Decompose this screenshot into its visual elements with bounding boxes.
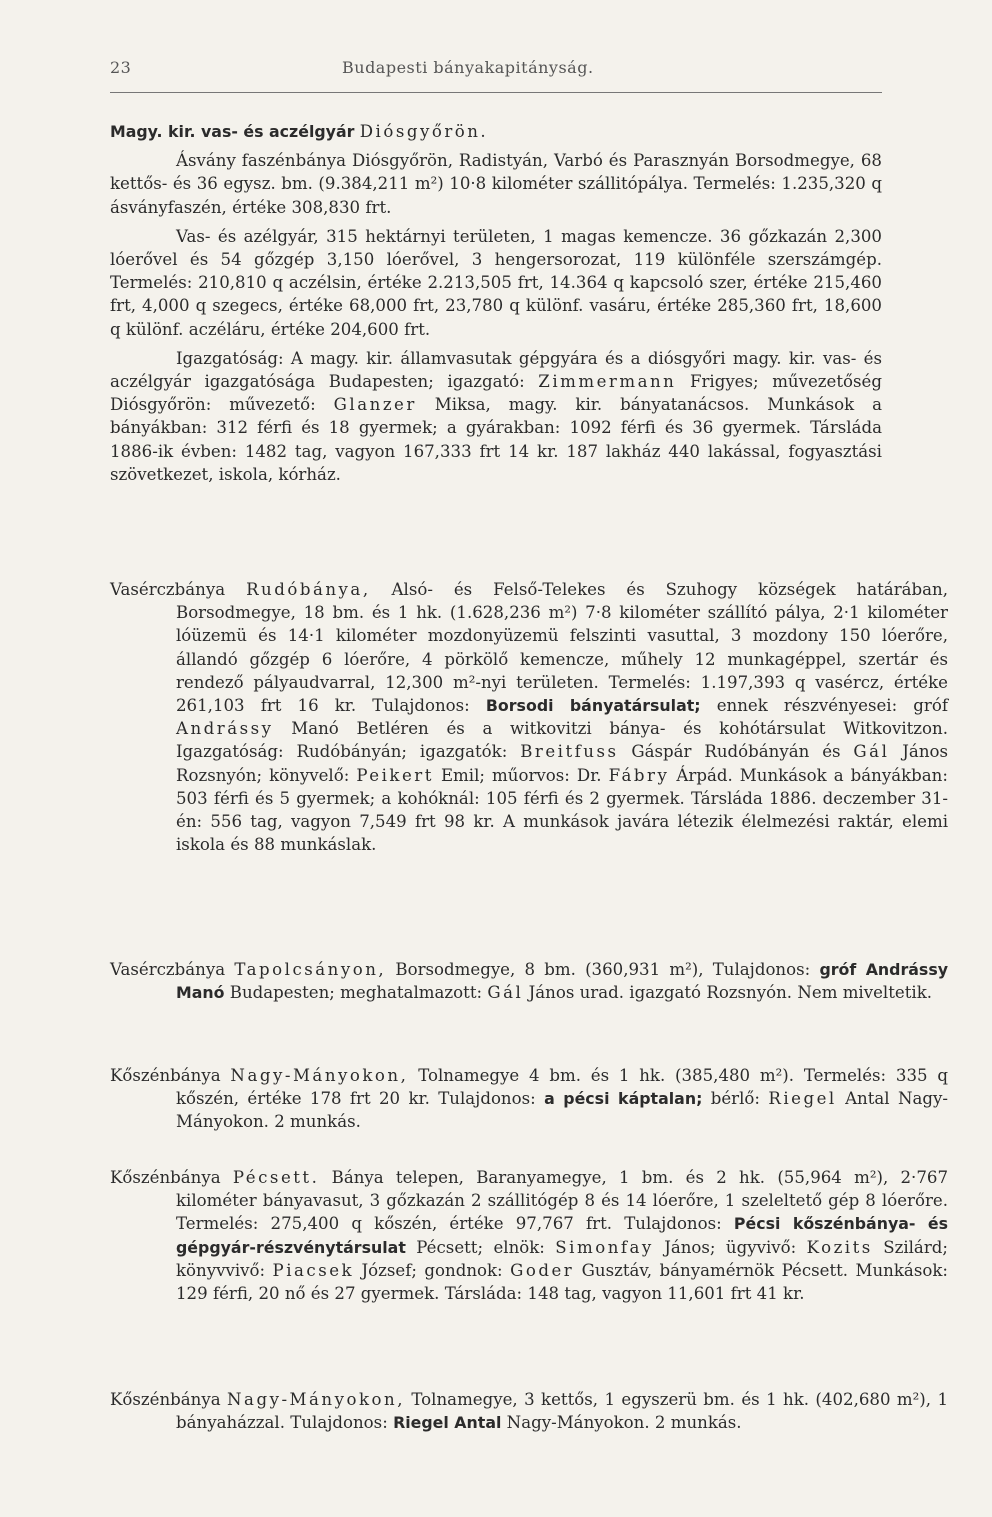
owner-name: a pécsi káptalan; (544, 1089, 703, 1109)
entry-place: Nagy-Mányokon, (227, 1390, 405, 1409)
text-run: Pécsett; elnök: (416, 1237, 545, 1257)
entry-place: Pécsett. (232, 1168, 320, 1187)
paragraph: Vas- és azélgyár, 315 hektárnyi területen, 1 magas kemencze. 36 gőzkazán 2,300 lóerővel és 54 gőzgép 3,150 lóerővel, 3 hengersorozat, 119 különféle szerszámgép. Termelés: 210,810 q aczélsin, értéke 2.213,505 frt, 14.364 q kapcsoló szer, értéke 215,460 frt, 4,000 q szegecs, értéke 68,000 frt, 23,780 q különf. vasáru, értéke 285,360 frt, 18,600 q különf. aczéláru, értéke 204,600 frt. (110, 226, 882, 339)
text-run: Manó Betléren és a witkovitzi bánya- és kohótársulat Witkovitzon. Igazgatóság: Rudóbányán; igazgatók: (176, 719, 948, 762)
text-run: Bánya telepen, Baranyamegye, 1 bm. és 2 hk. (55,964 m²), 2·767 kilométer bányavasut, 3 gőzkazán 2 szállitógép 8 és 14 lóerőre, 1 szeleltető gép 8 lóerőre. Termelés: 275,400 q kőszén, értéke 97,767 frt. Tulajdonos: (176, 1168, 949, 1234)
owner-name: Pécsi kőszénbánya- és gépgyár-részvénytársulat (176, 1214, 948, 1257)
person-name: Glanzer (333, 395, 417, 415)
entry-place: Rudóbánya, (246, 580, 371, 599)
text-run: Tolnamegye 4 bm. és 1 hk. (385,480 m²). Termelés: 335 q kőszén, értéke 178 frt 20 kr. Tulajdonos: (176, 1066, 949, 1109)
text-run: János Rozsnyón; könyvelő: (176, 742, 949, 785)
text-run: Tolnamegye, 3 kettős, 1 egyszerü bm. és 1 hk. (402,680 m²), 1 bányaházzal. Tulajdonos: (176, 1390, 949, 1433)
entry-nagymanyok-1 (110, 1064, 948, 1134)
text-run: Árpád. Munkások a bányákban: 503 férfi és 5 gyermek; a kohóknál: 105 férfi és 2 gyermek. Társláda 1886. deczember 31-én: 556 tag, vagyon 7,549 frt 98 kr. A munkások javára létezik élelmezési raktár, elemi iskola és 88 munkáslak. (176, 765, 948, 855)
person-name: Piacsek (272, 1260, 355, 1280)
person-name: Zimmermann (538, 372, 677, 392)
text-run: János; ügyvivő: (664, 1237, 797, 1257)
person-name: Kozits (806, 1237, 873, 1257)
text-run: Alsó- és Felső-Telekes és Szuhogy községek határában, Borsodmegye, 18 bm. és 1 hk. (1.628,236 m²) 7·8 kilométer szállító pálya, 2·1 kilométer lóüzemü és 14·1 kilométer mozdonyüzemü felszinti vasuttal, 3 mozdony 150 lóerőre, állandó gőzgép 6 lóerőre, 4 pörkölő kemencze, műhely 12 munkagéppel, szertár és rendező pályaudvarral, 12,300 m²-nyi területen. Termelés: 1.197,393 q vasércz, értéke 261,103 frt 16 kr. Tulajdonos: (176, 580, 948, 716)
person-name: Riegel (768, 1089, 837, 1109)
entry-type: Kőszénbánya (110, 1168, 221, 1187)
paragraph: Ásvány faszénbánya Diósgyőrön, Radistyán, Varbó és Parasznyán Borsodmegye, 68 kettős- és 36 egysz. bm. (9.384,211 m²) 10·8 kilométer szállitópálya. Termelés: 1.235,320 q ásványfaszén, értéke 308,830 frt. (110, 151, 882, 217)
text-run: Antal Nagy-Mányokon. 2 munkás. (176, 1089, 948, 1132)
person-name: Fábry (608, 765, 670, 785)
running-title: Budapesti bányakapitányság. (342, 58, 594, 77)
text-run: Frigyes; művezetőség Diósgyőrön: művezető: (110, 372, 882, 415)
text-run: János urad. igazgató Rozsnyón. Nem miveltetik. (528, 983, 933, 1003)
person-name: Breitfuss (520, 742, 619, 762)
owner-name: Riegel Antal (393, 1413, 502, 1433)
text-run: Igazgatóság: A magy. kir. államvasutak gépgyára és a diósgyőri magy. kir. vas- és aczélgyár igazgatósága Budapesten; igazgató: (110, 348, 882, 392)
text-run: József; gondnok: (361, 1260, 503, 1280)
owner-name: gróf Andrássy Manó (176, 960, 949, 1003)
text-run: Budapesten; meghatalmazott: (229, 983, 483, 1003)
entry-rudobanya (110, 578, 948, 856)
text-run: Emil; műorvos: Dr. (440, 765, 602, 785)
entry-heading (110, 120, 882, 143)
person-name: Peikert (356, 765, 434, 785)
entry-type: Vasérczbánya (110, 960, 226, 979)
entry-lead: Magy. kir. vas- és aczélgyár (110, 122, 355, 141)
entry-type: Vasérczbánya (110, 580, 226, 599)
entry-place: Nagy-Mányokon, (230, 1066, 409, 1085)
text-run: Szilárd; könyvvivő: (176, 1237, 948, 1280)
entry-nagymanyok-2 (110, 1388, 948, 1434)
text-run: ennek részvényesei: gróf (716, 696, 948, 716)
text-run: Gáspár Rudóbányán és (631, 742, 841, 762)
entry-place: Tapolcsányon, (234, 960, 387, 979)
entry-pecs (110, 1166, 948, 1305)
entry-place: Diósgyőrön. (359, 122, 489, 141)
person-name: Gál (853, 742, 890, 762)
person-name: Gál (487, 983, 524, 1003)
text-run: Gusztáv, bányamérnök Pécsett. Munkások: 129 férfi, 20 nő és 27 gyermek. Társláda: 148 tag, vagyon 11,601 frt 41 kr. (176, 1260, 948, 1304)
text-run: Borsodmegye, 8 bm. (360,931 m²), Tulajdonos: (395, 960, 811, 979)
page-number: 23 (110, 58, 132, 77)
entry-diosgyor (110, 120, 882, 492)
header-rule (110, 92, 882, 93)
text-run: Nagy-Mányokon. 2 munkás. (506, 1413, 742, 1433)
person-name: Goder (510, 1260, 575, 1280)
person-name: Andrássy (176, 719, 274, 739)
paragraph (110, 347, 882, 486)
text-run: Miksa, magy. kir. bányatanácsos. Munkások a bányákban: 312 férfi és 18 gyermek; a gyárakban: 1092 férfi és 36 gyermek. Társláda 1886-ik évben: 1482 tag, vagyon 167,333 frt 14 kr. 187 lakház 440 lakással, fogyasztási szövetkezet, iskola, kórház. (110, 395, 883, 484)
person-name: Simonfay (555, 1237, 654, 1257)
owner-name: Borsodi bányatársulat; (485, 696, 701, 716)
text-run: bérlő: (710, 1089, 760, 1109)
entry-type: Kőszénbánya (110, 1390, 221, 1409)
entry-tapolcsany (110, 958, 948, 1004)
running-header (110, 58, 880, 88)
entry-type: Kőszénbánya (110, 1066, 221, 1085)
